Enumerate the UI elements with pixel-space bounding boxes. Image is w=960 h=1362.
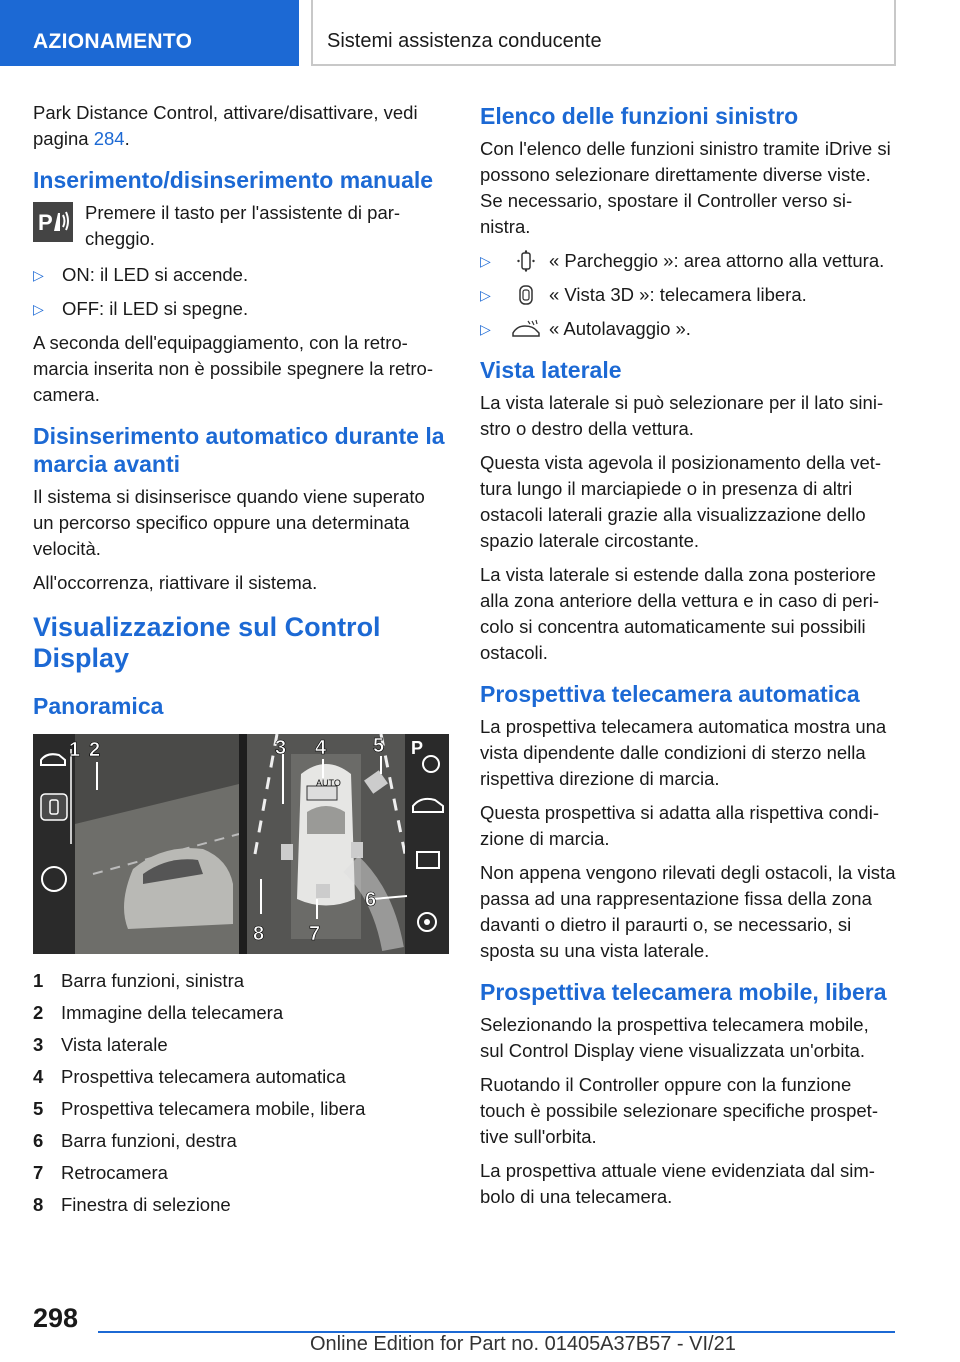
- list-item: ▷ « Autolavaggio ».: [480, 316, 896, 342]
- list-item: ▷ OFF: il LED si spegne.: [33, 296, 449, 322]
- chapter-title: Sistemi assistenza conducente: [327, 30, 602, 52]
- heading-side-view: Vista laterale: [480, 357, 622, 383]
- bullet-triangle-icon: ▷: [480, 321, 491, 337]
- left-column: [33, 100, 449, 1218]
- legend-label: Vista laterale: [61, 1034, 168, 1055]
- legend-label: Finestra di selezione: [61, 1194, 231, 1215]
- heading-overview: Panoramica: [33, 693, 164, 719]
- legend-label: Barra funzioni, destra: [61, 1130, 237, 1151]
- svg-text:6: 6: [365, 889, 377, 911]
- car-wash-icon: [509, 319, 543, 339]
- heading-mobile-camera: Prospettiva telecamera mobile, libera: [480, 979, 887, 1005]
- autocam-p3: Non appena vengono rilevati degli ostacoli, la vista passa ad una rappresentazione fissa della zona davanti o dietro il paraurti o, se necessario, si sposta su una vista laterale.: [480, 862, 896, 961]
- mobile-p3: La prospettiva attuale viene evidenziata dal simbolo di una telecamera.: [480, 1160, 875, 1207]
- svg-text:P: P: [38, 210, 53, 235]
- legend-number: 4: [33, 1066, 44, 1087]
- legend-number: 3: [33, 1034, 44, 1055]
- side-p2: Questa vista agevola il posizionamento della vettura lungo il marciapiede o in presenza di altri ostacoli laterali grazie alla visualizzazione dello spazio laterale circostante.: [480, 452, 882, 551]
- led-list: [33, 262, 449, 322]
- legend-number: 6: [33, 1130, 44, 1151]
- list-item: ▷ « Parcheggio »: area attorno alla vettura.: [480, 248, 896, 274]
- side-p3: La vista laterale si estende dalla zona posteriore alla zona anteriore della vettura e in caso di pericolo si concentra automaticamente sui possibili ostacoli.: [480, 564, 880, 663]
- funclist-items: [480, 248, 896, 342]
- bullet-triangle-icon: ▷: [33, 301, 44, 317]
- legend-label: Retrocamera: [61, 1162, 168, 1183]
- autocam-p1: La prospettiva telecamera automatica mostra una vista dipendente dalle condizioni di sterzo nella rispettiva direzione di marcia.: [480, 716, 887, 789]
- auto-camera-label: AUTO: [316, 778, 341, 788]
- heading-manual: Inserimento/disinserimento manuale: [33, 167, 434, 193]
- svg-text:P: P: [411, 738, 424, 758]
- equipment-note: A seconda dell'equipaggiamento, con la retromarcia inserita non è possibile spegnere la retrocamera.: [33, 332, 434, 405]
- right-column: [480, 100, 896, 1218]
- section-tab: [0, 0, 299, 66]
- legend-number: 1: [33, 970, 44, 991]
- bullet-triangle-icon: ▷: [480, 287, 491, 303]
- park-assist-button-icon: [33, 202, 73, 242]
- heading-auto-camera: Prospettiva telecamera automatica: [480, 681, 860, 707]
- legend-number: 8: [33, 1194, 44, 1215]
- page-link[interactable]: 284: [93, 128, 125, 149]
- bullet-triangle-icon: ▷: [480, 253, 491, 269]
- legend-number: 2: [33, 1002, 44, 1023]
- heading-display: Visualizzazione sul Control Display: [33, 612, 381, 673]
- 3d-view-icon: [509, 284, 543, 306]
- side-p1: La vista laterale si può selezionare per il lato sinistro o destro della vettura.: [480, 392, 884, 439]
- heading-auto-off: Disinserimento automatico durante la marcia avanti: [33, 423, 445, 477]
- bullet-triangle-icon: ▷: [33, 267, 44, 283]
- heading-funclist: Elenco delle funzioni sinistro: [480, 103, 799, 129]
- legend-label: Barra funzioni, sinistra: [61, 970, 245, 991]
- svg-text:8: 8: [253, 923, 265, 945]
- funclist-text: Con l'elenco delle funzioni sinistro tramite iDrive si possono selezionare direttamente diverse viste. Se necessario, spostare il Controller verso sinistra.: [480, 138, 891, 237]
- button-instruction-text: Premere il tasto per l'assistente di parcheggio.: [85, 202, 401, 249]
- page-number: 298: [33, 1303, 79, 1333]
- mobile-p2: Ruotando il Controller oppure con la funzione touch è possibile selezionare specifiche prospettive sull'orbita.: [480, 1074, 878, 1147]
- legend-label: Immagine della telecamera: [61, 1002, 284, 1023]
- svg-text:4: 4: [315, 737, 327, 759]
- autocam-p2: Questa prospettiva si adatta alla rispettiva condizione di marcia.: [480, 802, 879, 849]
- legend-label: Prospettiva telecamera automatica: [61, 1066, 346, 1087]
- svg-text:1: 1: [69, 739, 81, 761]
- section-title: AZIONAMENTO: [33, 30, 193, 53]
- svg-text:5: 5: [373, 735, 385, 757]
- chapter-tab: [311, 0, 896, 66]
- svg-text:3: 3: [275, 737, 287, 759]
- button-instruction: [33, 200, 449, 252]
- list-item: ▷ « Vista 3D »: telecamera libera.: [480, 282, 896, 308]
- parking-view-icon: [509, 250, 543, 272]
- edition-text: Online Edition for Part no. 01405A37B57 - VI/21: [310, 1333, 736, 1355]
- intro-paragraph: Park Distance Control, attivare/disattivare, vedi pagina 284.: [33, 102, 418, 149]
- control-display-photo: [33, 734, 449, 954]
- legend-number: 5: [33, 1098, 44, 1119]
- legend-list: [33, 968, 449, 1218]
- auto-off-text: Il sistema si disinserisce quando viene superato un percorso specifico oppure una determinata velocità.: [33, 486, 425, 559]
- legend-number: 7: [33, 1162, 44, 1183]
- svg-text:2: 2: [89, 739, 101, 761]
- reactivate-text: All'occorrenza, riattivare il sistema.: [33, 572, 318, 593]
- mobile-p1: Selezionando la prospettiva telecamera mobile, sul Control Display viene visualizzata un'orbita.: [480, 1014, 869, 1061]
- legend-label: Prospettiva telecamera mobile, libera: [61, 1098, 366, 1119]
- svg-text:7: 7: [309, 923, 321, 945]
- list-item: ▷ ON: il LED si accende.: [33, 262, 449, 288]
